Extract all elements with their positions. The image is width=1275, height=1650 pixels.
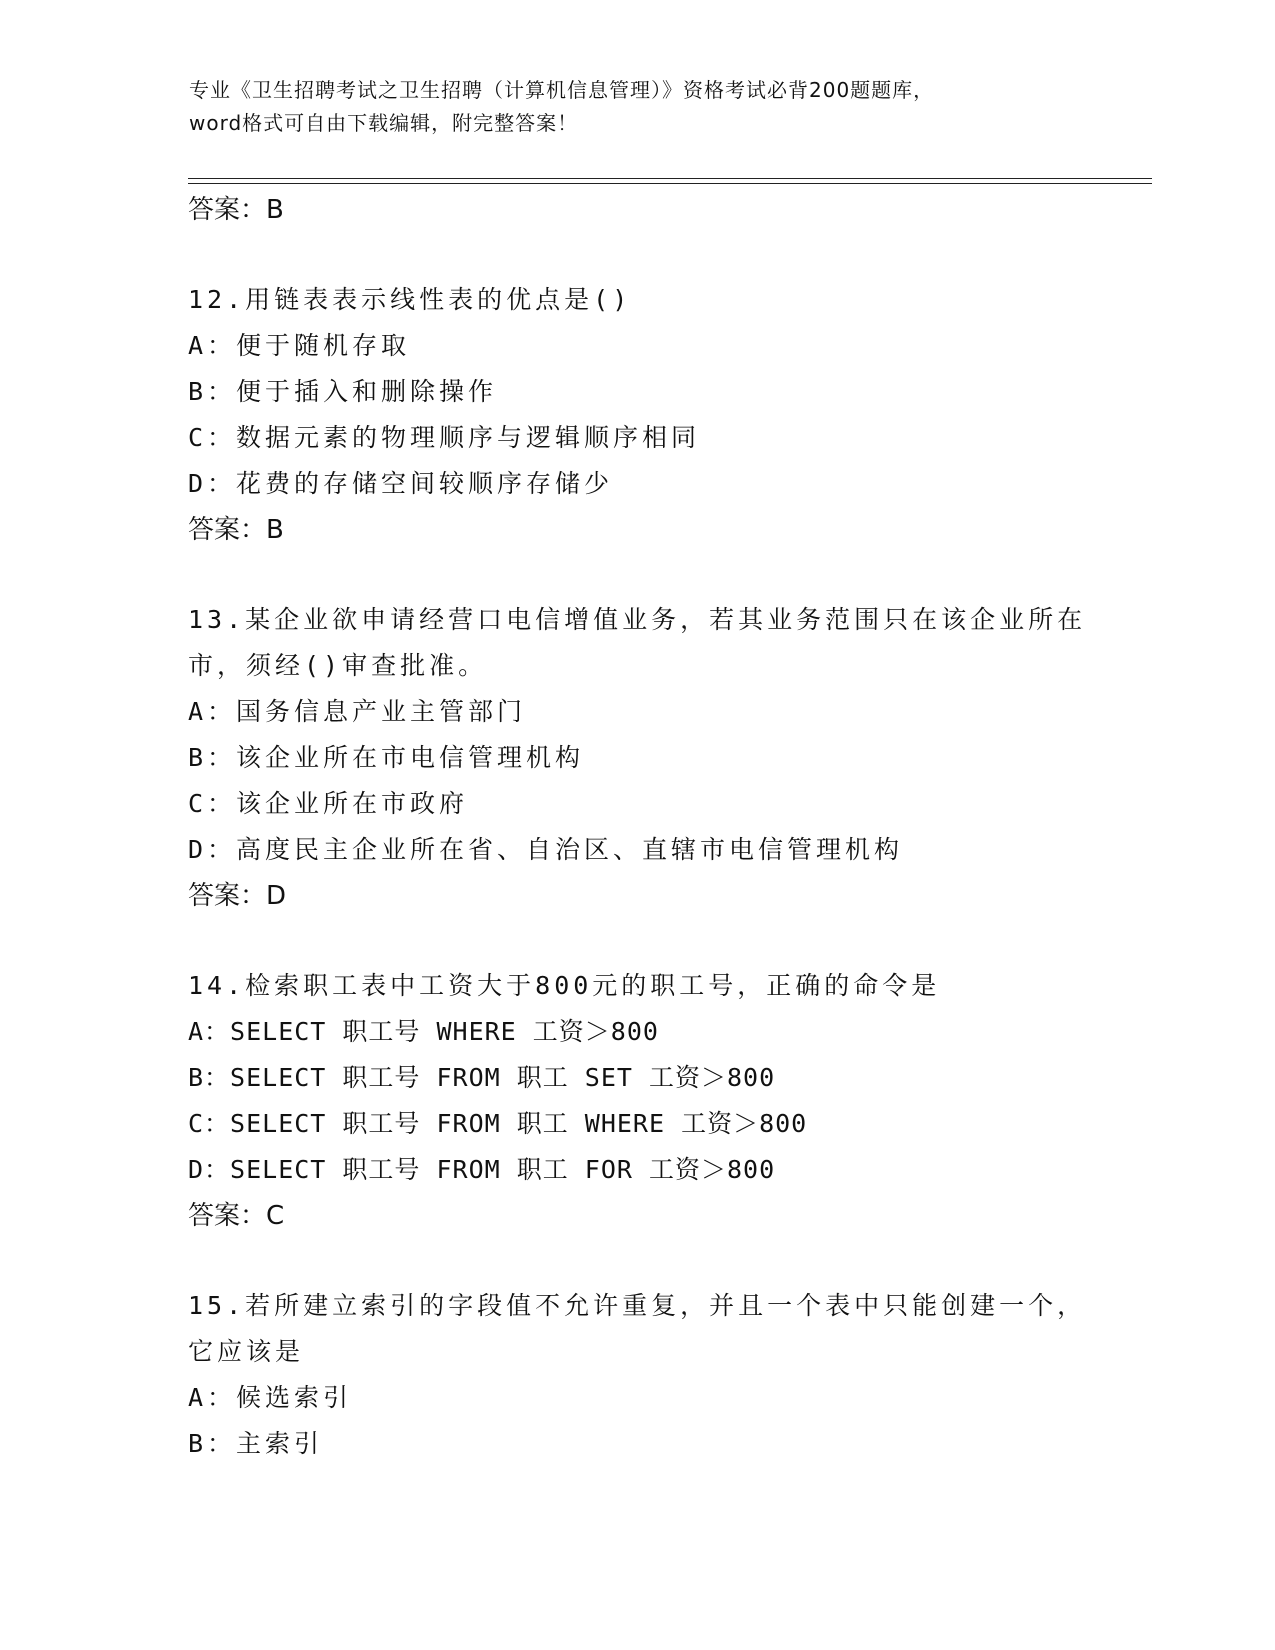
option-d: D：花费的存储空间较顺序存储少 <box>188 469 614 498</box>
answer-line: 答案：B <box>188 195 284 225</box>
option-a: A：SELECT 职工号 WHERE 工资＞800 <box>188 1017 659 1046</box>
question-12 <box>188 277 1088 553</box>
question-stem-line-1: 13.某企业欲申请经营口电信增值业务，若其业务范围只在该企业所在 <box>188 605 1087 634</box>
option-b: B：该企业所在市电信管理机构 <box>188 743 585 772</box>
option-a: A：国务信息产业主管部门 <box>188 697 527 726</box>
option-c: C：该企业所在市政府 <box>188 789 469 818</box>
question-14 <box>188 963 1088 1239</box>
question-stem-line-1: 15.若所建立索引的字段值不允许重复，并且一个表中只能创建一个， <box>188 1291 1087 1320</box>
option-b: B：便于插入和删除操作 <box>188 377 498 406</box>
answer-line: 答案：B <box>188 515 284 545</box>
question-stem: 12.用链表表示线性表的优点是() <box>188 285 632 314</box>
question-13 <box>188 597 1088 919</box>
option-a: A：候选索引 <box>188 1383 353 1412</box>
option-b: B：SELECT 职工号 FROM 职工 SET 工资＞800 <box>188 1063 776 1092</box>
document-header <box>189 74 1089 140</box>
header-divider-top <box>188 178 1152 179</box>
questions-content <box>188 187 1088 1467</box>
question-15 <box>188 1283 1088 1467</box>
question-stem-line-2: 市，须经()审查批准。 <box>188 651 488 680</box>
option-d: D：SELECT 职工号 FROM 职工 FOR 工资＞800 <box>188 1155 776 1184</box>
option-b: B：主索引 <box>188 1429 324 1458</box>
answer-line: 答案：D <box>188 881 287 911</box>
option-a: A：便于随机存取 <box>188 331 411 360</box>
question-stem: 14.检索职工表中工资大于800元的职工号，正确的命令是 <box>188 971 941 1000</box>
header-line-1: 专业《卫生招聘考试之卫生招聘（计算机信息管理）》资格考试必背200题题库， <box>189 78 935 102</box>
question-stem-line-2: 它应该是 <box>188 1337 305 1366</box>
option-c: C：数据元素的物理顺序与逻辑顺序相同 <box>188 423 701 452</box>
header-divider-bottom <box>188 183 1152 184</box>
option-d: D：高度民主企业所在省、自治区、直辖市电信管理机构 <box>188 835 904 864</box>
answer-line: 答案：C <box>188 1201 285 1231</box>
header-line-2: word格式可自由下载编辑，附完整答案！ <box>189 111 579 135</box>
option-c: C：SELECT 职工号 FROM 职工 WHERE 工资＞800 <box>188 1109 808 1138</box>
